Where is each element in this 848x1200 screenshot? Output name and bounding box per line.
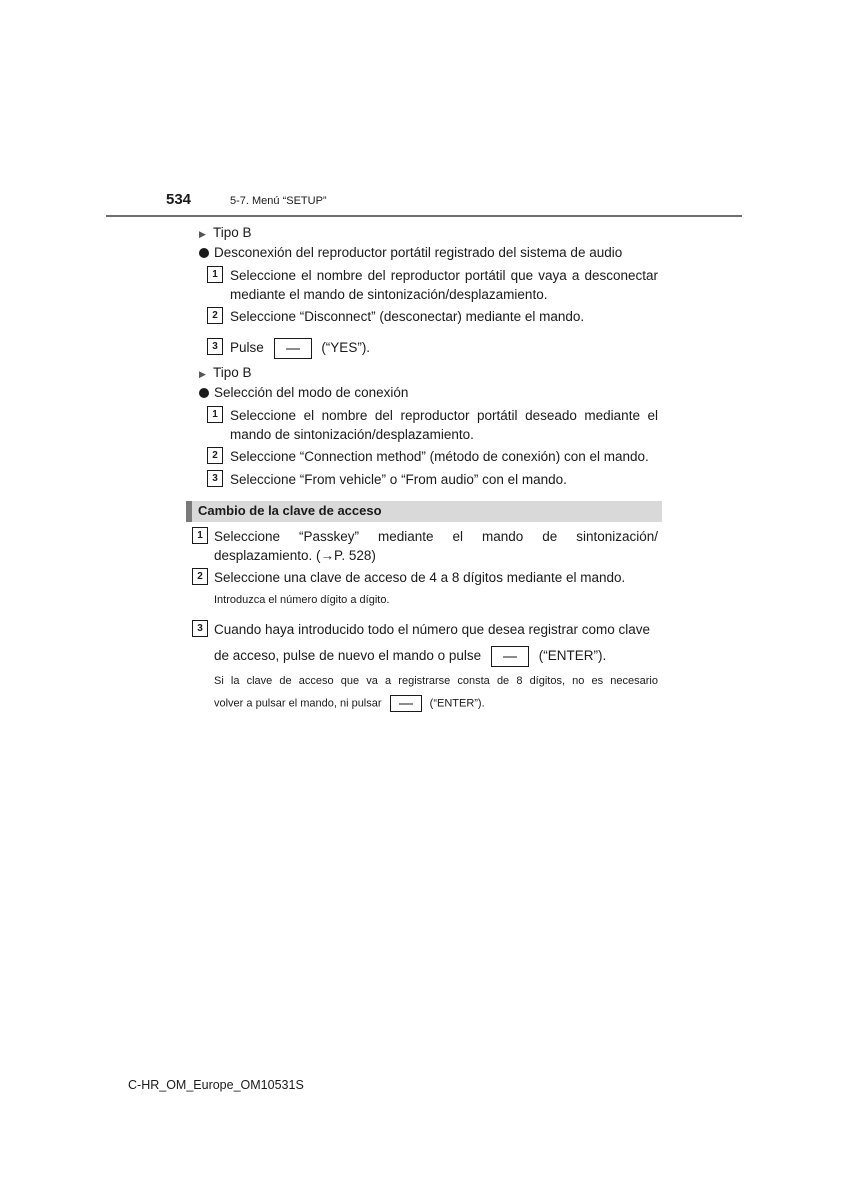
step-text-3b: de acceso, pulse de nuevo el mando o pulse (“ENTER”). (214, 646, 606, 667)
step-text-3a: Cuando haya introducido todo el número que desea registrar como clave (214, 622, 651, 637)
document-code: C-HR_OM_Europe_OM10531S (128, 1078, 304, 1092)
type-label-2: ▶ Tipo B (199, 363, 252, 384)
step-number-2: 2 (192, 568, 208, 585)
step-note-2: Introduzca el número dígito a dígito. (214, 594, 390, 606)
step-text-2: Seleccione “Connection method” (método de conexión) con el mando. (230, 449, 649, 464)
bullet-icon (199, 388, 209, 398)
step-number-2: 2 (207, 447, 223, 464)
step-text-3: Seleccione “From vehicle” o “From audio” con el mando. (230, 472, 567, 487)
yes-button-icon (274, 338, 312, 359)
bullet-heading-2: Selección del modo de conexión (214, 385, 409, 400)
step-number-1: 1 (192, 527, 208, 544)
enter-button-icon (390, 695, 422, 712)
enter-button-icon (491, 646, 529, 667)
step-number-3: 3 (207, 338, 223, 355)
step-text-3: Pulse (“YES”). (230, 338, 370, 359)
bullet-heading-1: Desconexión del reproductor portátil registrado del sistema de audio (214, 245, 623, 260)
step-number-1: 1 (207, 406, 223, 423)
bullet-icon (199, 248, 209, 258)
triangle-right-icon: ▶ (199, 369, 206, 379)
step-text-1: Seleccione el nombre del reproductor portátil que vaya a desconectar mediante el mando de sintonización/desplazamiento. (230, 268, 658, 302)
section-header (186, 501, 662, 522)
step-number-3: 3 (207, 470, 223, 487)
type-label-1: ▶ Tipo B (199, 223, 252, 244)
step-note-3a: Si la clave de acceso que va a registrarse consta de 8 dígitos, no es necesario (214, 675, 658, 687)
triangle-right-icon: ▶ (199, 229, 206, 239)
step-text-1: Seleccione “Passkey” mediante el mando de sintonización/ desplazamiento. (→P. 528) (214, 529, 658, 563)
page-number: 534 (166, 191, 192, 208)
step-text-2: Seleccione “Disconnect” (desconectar) mediante el mando. (230, 309, 585, 324)
section-breadcrumb: 5-7. Menú “SETUP” (230, 195, 327, 207)
step-text-2: Seleccione una clave de acceso de 4 a 8 dígitos mediante el mando. (214, 570, 626, 585)
step-note-3b: volver a pulsar el mando, ni pulsar (“ENTER”). (214, 695, 485, 712)
step-number-2: 2 (207, 307, 223, 324)
section-title: Cambio de la clave de acceso (198, 503, 382, 518)
step-number-1: 1 (207, 266, 223, 283)
header-divider (106, 215, 742, 217)
step-text-1: Seleccione el nombre del reproductor portátil deseado mediante el mando de sintonización/desplazamiento. (230, 408, 658, 442)
step-number-3: 3 (192, 620, 208, 637)
